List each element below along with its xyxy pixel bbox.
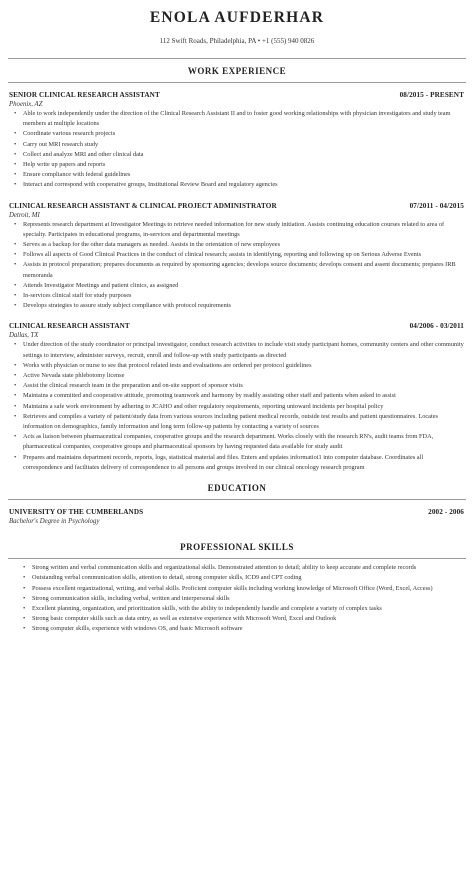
education-entry	[9, 507, 464, 526]
section-title-experience: WORK EXPERIENCE	[187, 66, 287, 76]
skill-item: • Outstanding verbal communication skills, attention to detail, strong computer skills, ICD9 and CPT coding	[32, 573, 464, 583]
skill-item: • Strong computer skills, experience with windows OS, and basic Microsoft software	[32, 624, 464, 634]
job-title: SENIOR CLINICAL RESEARCH ASSISTANT	[9, 91, 160, 99]
section-divider	[8, 82, 466, 83]
candidate-name: ENOLA AUFDERHAR	[149, 9, 325, 26]
bullet-item: • Interact and correspond with cooperative groups, Institutional Review Board and regulatory agencies	[23, 180, 464, 190]
skills-list	[18, 563, 464, 634]
bullet-item: • Assist the clinical research team in the preparation and on-site support of sponsor visits	[23, 381, 464, 391]
section-title-skills: PROFESSIONAL SKILLS	[180, 542, 294, 553]
bullet-item: • In-services clinical staff for study purposes	[23, 291, 464, 301]
bullet-item: • Under direction of the study coordinator or principal investigator, conduct research activities to include visit study participant homes, community centers and other community settings to interview, administer surveys, recruit, enroll and follow-up with study participants as directed	[23, 340, 464, 360]
bullet-item: • Acts as liaison between pharmaceutical companies, cooperative groups and the research department. Works closely with the research RN's, audit teams from FDA, pharmaceutical companies, cooperative groups and pharmaceutical sponsors by having requested data available for study audit	[23, 432, 464, 452]
bullet-item: • Attends Investigator Meetings and patient clinics, as assigned	[23, 281, 464, 291]
education-dates: 2002 - 2006	[428, 508, 464, 517]
degree: Bachelor's Degree in Psychology	[9, 518, 100, 526]
job-title: CLINICAL RESEARCH ASSISTANT & CLINICAL PROJECT ADMINISTRATOR	[9, 201, 277, 210]
bullet-item: • Able to work independently under the direction of the Clinical Research Assistant II and to foster good working relationships with physician investigators and study team members at multiple locations	[23, 109, 464, 129]
job-header	[9, 90, 464, 100]
bullet-item: • Help write up papers and reports	[23, 160, 464, 170]
bullet-item: • Serves as a backup for the other data managers as needed. Assists in the orientation of new employees	[23, 240, 464, 250]
skill-item: • Excellent planning, organization, and prioritization skills, with the ability to independently handle and complete a variety of complex tasks	[32, 604, 464, 614]
bullet-item: • Retrieves and compiles a variety of patient/study data from various sources including patient medical records, outside test results and patient questionnaires. Locates information on demographics, family information and long term follow-up patients by contacting a variety of sources	[23, 412, 464, 432]
job-header	[9, 201, 464, 211]
bullet-item: • Coordinate various research projects	[23, 129, 464, 139]
job-header	[9, 321, 464, 331]
experience-list	[0, 90, 474, 473]
job-dates: 07/2011 - 04/2015	[409, 201, 464, 210]
job-dates: 08/2015 - PRESENT	[399, 91, 464, 99]
job-entry	[9, 321, 464, 473]
job-bullets	[9, 109, 464, 191]
bullet-item: • Represents research department at Investigator Meetings to retrieve needed information for new study initiation. Assists continuing education courses related to area of specialty. Participates in educational programs, in-services and departmental meetings	[23, 220, 464, 240]
job-bullets	[9, 220, 464, 312]
job-location: Phoenix, AZ	[9, 101, 43, 108]
school-name: UNIVERSITY OF THE CUMBERLANDS	[9, 508, 144, 517]
bullet-item: • Works with physician or nurse to see that protocol related tests and evaluations are ordered per protocol guidelines	[23, 361, 464, 371]
bullet-item: • Carry out MRI research study	[23, 140, 464, 150]
skills-block	[18, 563, 464, 634]
header-divider	[8, 58, 466, 59]
job-entry	[9, 90, 464, 191]
job-location: Detroit, MI	[9, 211, 40, 219]
bullet-item: • Collect and analyze MRI and other clinical data	[23, 150, 464, 160]
bullet-item: • Follows all aspects of Good Clinical Practices in the conduct of clinical research; assists in identifying, reporting and following up on Serious Adverse Events	[23, 250, 464, 260]
section-title-education: EDUCATION	[207, 483, 267, 494]
skill-item: • Possess excellent organizational, writing, and verbal skills. Proficient computer skills including working knowledge of Microsoft Office (Word, Excel, Access)	[32, 584, 464, 594]
bullet-item: • Maintains a safe work environment by adhering to JCAHO and other regulatory requirements, reporting untoward incidents per hospital policy	[23, 402, 464, 412]
job-entry	[9, 201, 464, 312]
skill-item: • Strong basic computer skills such as data entry, as well as extensive experience with Microsoft Word, Excel and Outlook	[32, 614, 464, 624]
job-location: Dallas, TX	[9, 332, 39, 340]
bullet-item: • Active Nevada state phlebotomy license	[23, 371, 464, 381]
bullet-item: • Ensure compliance with federal guidelines	[23, 170, 464, 180]
skill-item: • Strong written and verbal communication skills and organizational skills. Demonstrated attention to detail; ability to keep accurate and complete records	[32, 563, 464, 573]
section-divider	[8, 558, 466, 559]
job-dates: 04/2006 - 03/2011	[409, 322, 464, 331]
section-divider	[8, 499, 466, 500]
skill-item: • Strong communication skills, including verbal, written and interpersonal skills	[32, 594, 464, 604]
education-header	[9, 507, 464, 517]
contact-line: 112 Swift Roads, Philadelphia, PA • +1 (555) 940 0826	[159, 37, 315, 45]
bullet-item: • Prepares and maintains department records, reports, logs, statistical material and files. Enters and updates informatioi1 into computer database. Coordinates all correspondence and facilitates delivery of correspondence to all persons and groups involved in our clinical oncology research program	[23, 453, 464, 473]
bullet-item: • Maintains a committed and cooperative attitude, promoting teamwork and harmony by readily assisting other staff and patients when asked to assist	[23, 391, 464, 401]
bullet-item: • Develops strategies to assure study subject compliance with protocol requirements	[23, 301, 464, 311]
bullet-item: • Assists in protocol preparation; prepares documents as required by sponsoring agencies; develops source documents; develops consent and assent documents; prepares IRB memoranda	[23, 260, 464, 280]
job-title: CLINICAL RESEARCH ASSISTANT	[9, 322, 130, 331]
job-bullets	[9, 340, 464, 473]
